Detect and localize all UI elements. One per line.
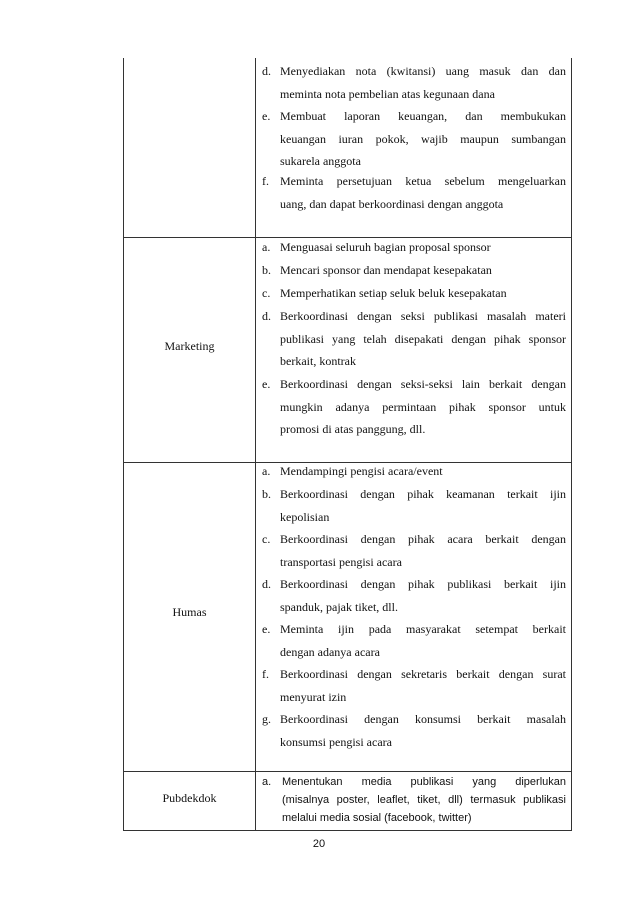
task-item-line: (misalnya poster, leaflet, tiket, dll) termasuk publikasi (282, 794, 566, 806)
task-item-marker: e. (262, 377, 271, 391)
task-item-marker: g. (262, 712, 271, 726)
task-item-marker: a. (262, 776, 272, 788)
task-item-line: Mendampingi pengisi acara/event (280, 464, 443, 478)
task-item-line: konsumsi pengisi acara (280, 734, 392, 749)
task-item-line: berkait, kontrak (280, 354, 356, 369)
task-item-marker: a. (262, 240, 271, 254)
task-item-line: sukarela anggota (280, 154, 361, 169)
task-item-line: Berkoordinasi dengan sekretaris berkait dengan surat (280, 667, 566, 681)
task-item-marker: c. (262, 532, 271, 546)
task-item-line: Berkoordinasi dengan seksi-seksi lain berkait dengan (280, 377, 566, 391)
task-item (262, 528, 566, 573)
task-item-line: melalui media sosial (facebook, twitter) (282, 812, 472, 824)
task-item-line: keuangan iuran pokok, wajib maupun sumbangan (280, 131, 566, 146)
role-label-pubdekdok: Pubdekdok (162, 791, 217, 805)
task-item-line: Meminta persetujuan ketua sebelum mengeluarkan (280, 174, 566, 188)
task-item-marker: c. (262, 286, 271, 300)
task-item-line: Mencari sponsor dan mendapat kesepakatan (280, 263, 492, 277)
task-item-line: Berkoordinasi dengan pihak acara berkait dengan (280, 532, 566, 546)
task-item (262, 282, 566, 305)
task-item-line: promosi di atas panggung, dll. (280, 422, 426, 437)
task-item-marker: f. (262, 667, 269, 681)
row-divider (124, 771, 571, 772)
task-item (262, 236, 566, 259)
job-description-table (123, 58, 572, 831)
task-item-marker: e. (262, 622, 271, 636)
task-item-line: Menentukan media publikasi yang diperlukan (282, 776, 566, 788)
task-item-marker: d. (262, 64, 271, 78)
task-item-line: Berkoordinasi dengan konsumsi berkait masalah (280, 712, 566, 726)
task-item-line: menyurat izin (280, 689, 347, 704)
task-item (262, 105, 566, 173)
task-item (262, 373, 566, 441)
task-item (262, 170, 566, 215)
task-item-line: Membuat laporan keuangan, dan membukukan (280, 109, 566, 123)
task-item (262, 305, 566, 373)
task-item-line: Berkoordinasi dengan pihak publikasi berkait ijin (280, 577, 566, 591)
task-item (262, 618, 566, 663)
column-divider (255, 58, 256, 830)
task-item-line: transportasi pengisi acara (280, 554, 402, 569)
task-item-line: publikasi yang telah disepakati dengan pihak sponsor (280, 331, 566, 346)
task-item-line: uang, dan dapat berkoordinasi dengan anggota (280, 196, 504, 211)
task-item-line: spanduk, pajak tiket, dll. (280, 599, 398, 614)
task-item-line: Berkoordinasi dengan seksi publikasi masalah materi (280, 309, 566, 323)
task-item-line: kepolisian (280, 509, 330, 524)
task-item (262, 60, 566, 105)
task-item (262, 573, 566, 618)
task-item-line: meminta nota pembelian atas kegunaan dana (280, 86, 495, 101)
task-item-line: mungkin adanya permintaan pihak sponsor untuk (280, 399, 566, 414)
task-item (262, 773, 566, 827)
task-item-marker: b. (262, 487, 271, 501)
page-number: 20 (312, 838, 326, 850)
task-item-line: Menguasai seluruh bagian proposal sponsor (280, 240, 491, 254)
task-item (262, 483, 566, 528)
task-item (262, 460, 566, 483)
task-item-line: dengan adanya acara (280, 644, 380, 659)
task-item (262, 663, 566, 708)
task-item-marker: a. (262, 464, 271, 478)
task-item-marker: d. (262, 577, 271, 591)
task-item-marker: b. (262, 263, 271, 277)
task-item-line: Menyediakan nota (kwitansi) uang masuk dan dan (280, 64, 566, 78)
task-item-line: Berkoordinasi dengan pihak keamanan terkait ijin (280, 487, 566, 501)
task-item (262, 259, 566, 282)
task-item (262, 708, 566, 753)
role-label-humas: Humas (172, 605, 207, 619)
task-item-marker: f. (262, 174, 269, 188)
task-item-line: Memperhatikan setiap seluk beluk kesepakatan (280, 286, 507, 300)
task-item-marker: e. (262, 109, 271, 123)
task-item-marker: d. (262, 309, 271, 323)
role-label-marketing: Marketing (164, 339, 215, 353)
task-item-line: Meminta ijin pada masyarakat setempat berkait (280, 622, 566, 636)
